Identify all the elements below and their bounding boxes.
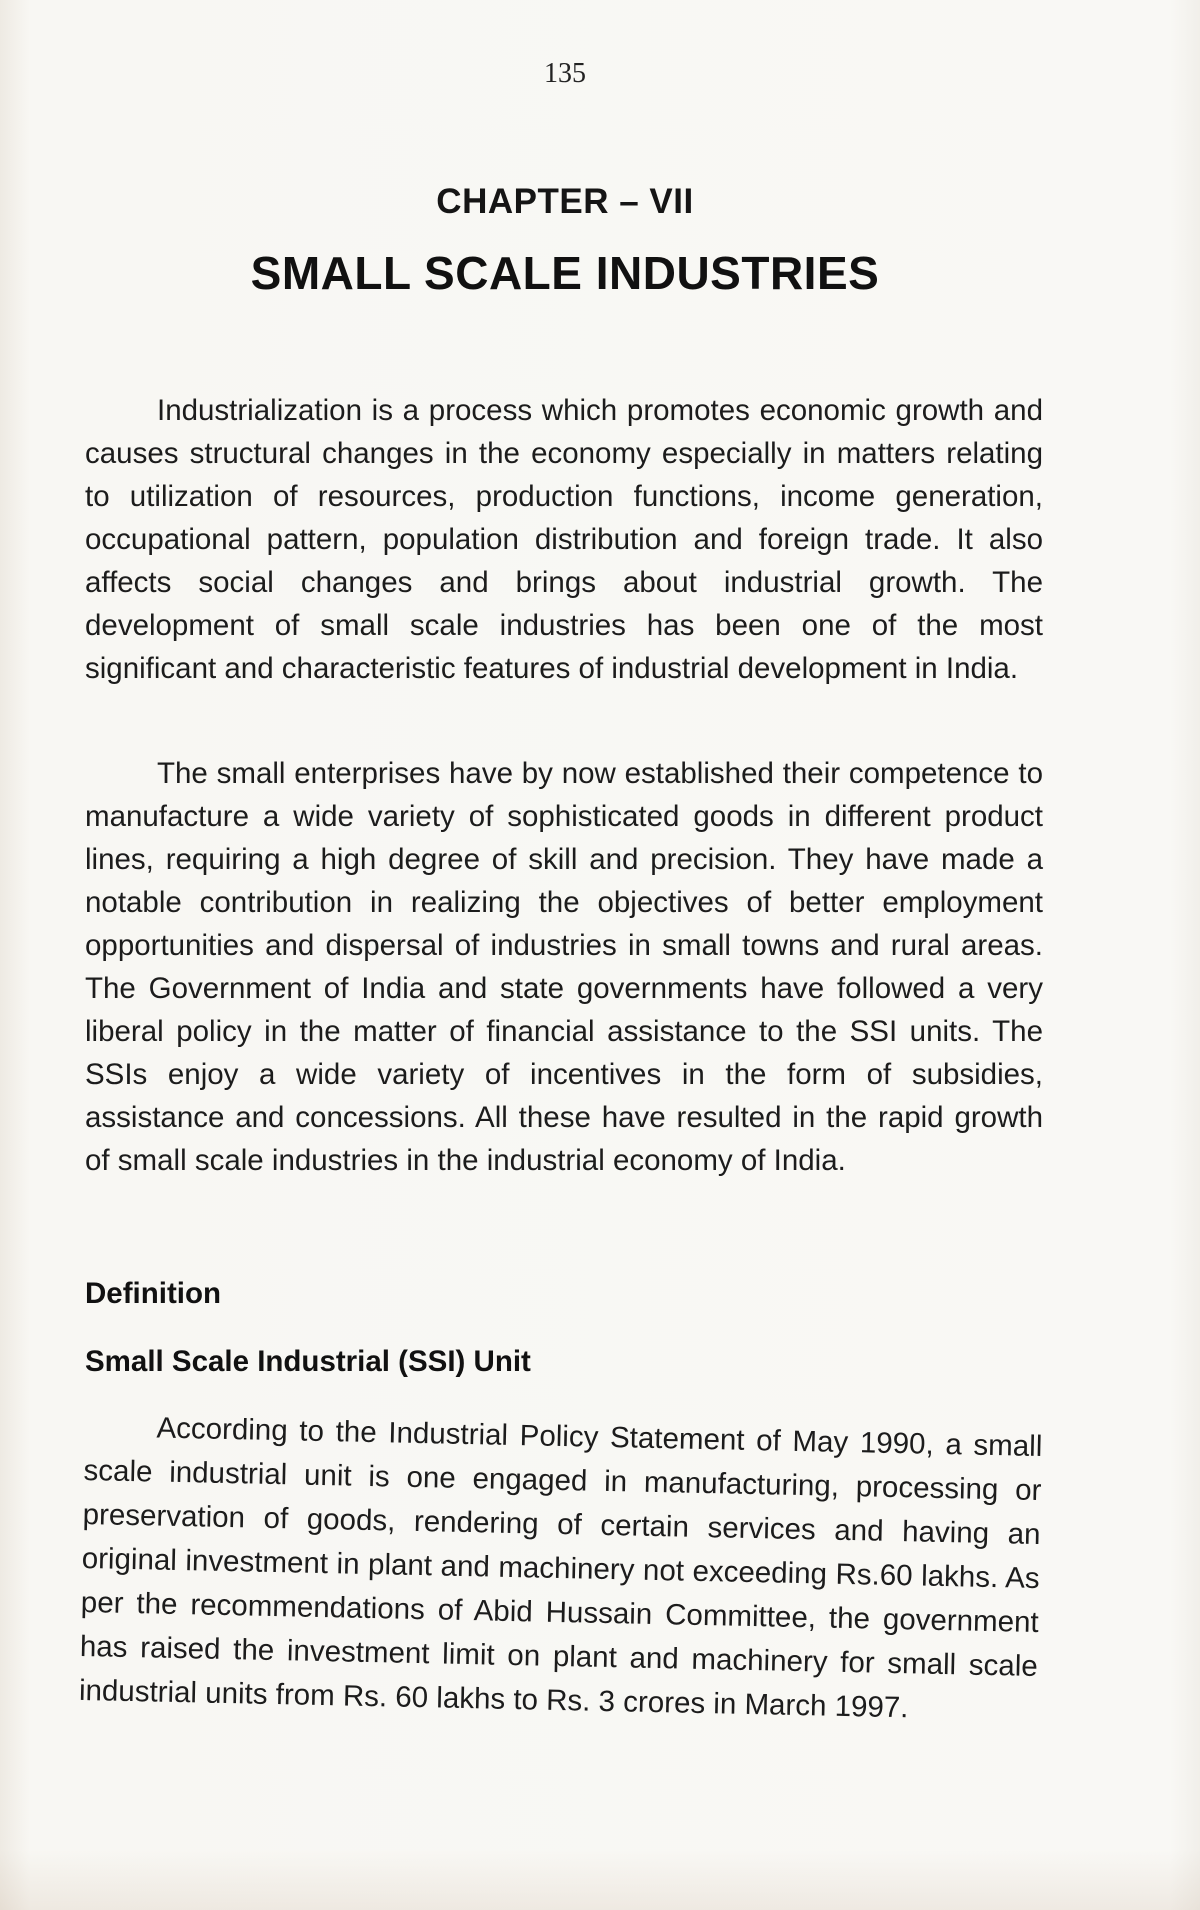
paragraph-text: According to the Industrial Policy Statement of May 1990, a small scale industrial unit is one engaged in manufacturing, processing or preservation of goods, rendering of certain services and having an original investment in plant and machinery not exceeding Rs.60 lakhs. As per the recommendations of Abid Hussain Committee, the government has raised the investment limit on plant and machinery for small scale industrial units from Rs. 60 lakhs to Rs. 3 crores in March 1997. [78,1411,1043,1725]
chapter-title: SMALL SCALE INDUSTRIES [250,247,880,299]
heading-ssi-unit: Small Scale Industrial (SSI) Unit [85,1345,531,1378]
page-bottom-shadow [0,1850,1200,1910]
paragraph-policy-statement [79,1405,1043,1733]
chapter-label: CHAPTER – VII [436,182,694,221]
paragraph-text: Industrialization is a process which promotes economic growth and causes structural changes in the economy especially in matters relating to utilization of resources, production functions, income generation, occupational pattern, population distribution and foreign trade. It also affects social changes and brings about industrial growth. The development of small scale industries has been one of the most significant and characteristic features of industrial development in India. [85,394,1043,685]
page-number: 135 [544,58,586,89]
heading-definition: Definition [85,1277,222,1310]
paragraph-text: The small enterprises have by now established their competence to manufacture a wide variety of sophisticated goods in different product lines, requiring a high degree of skill and precision. They have made a notable contribution in realizing the objectives of better employment opportunities and dispersal of industries in small towns and rural areas. The Government of India and state governments have followed a very liberal policy in the matter of financial assistance to the SSI units. The SSIs enjoy a wide variety of incentives in the form of subsidies, assistance and concessions. All these have resulted in the rapid growth of small scale industries in the industrial economy of India. [85,757,1043,1177]
paragraph-small-enterprises [85,752,1043,1182]
paragraph-industrialization [85,389,1043,690]
